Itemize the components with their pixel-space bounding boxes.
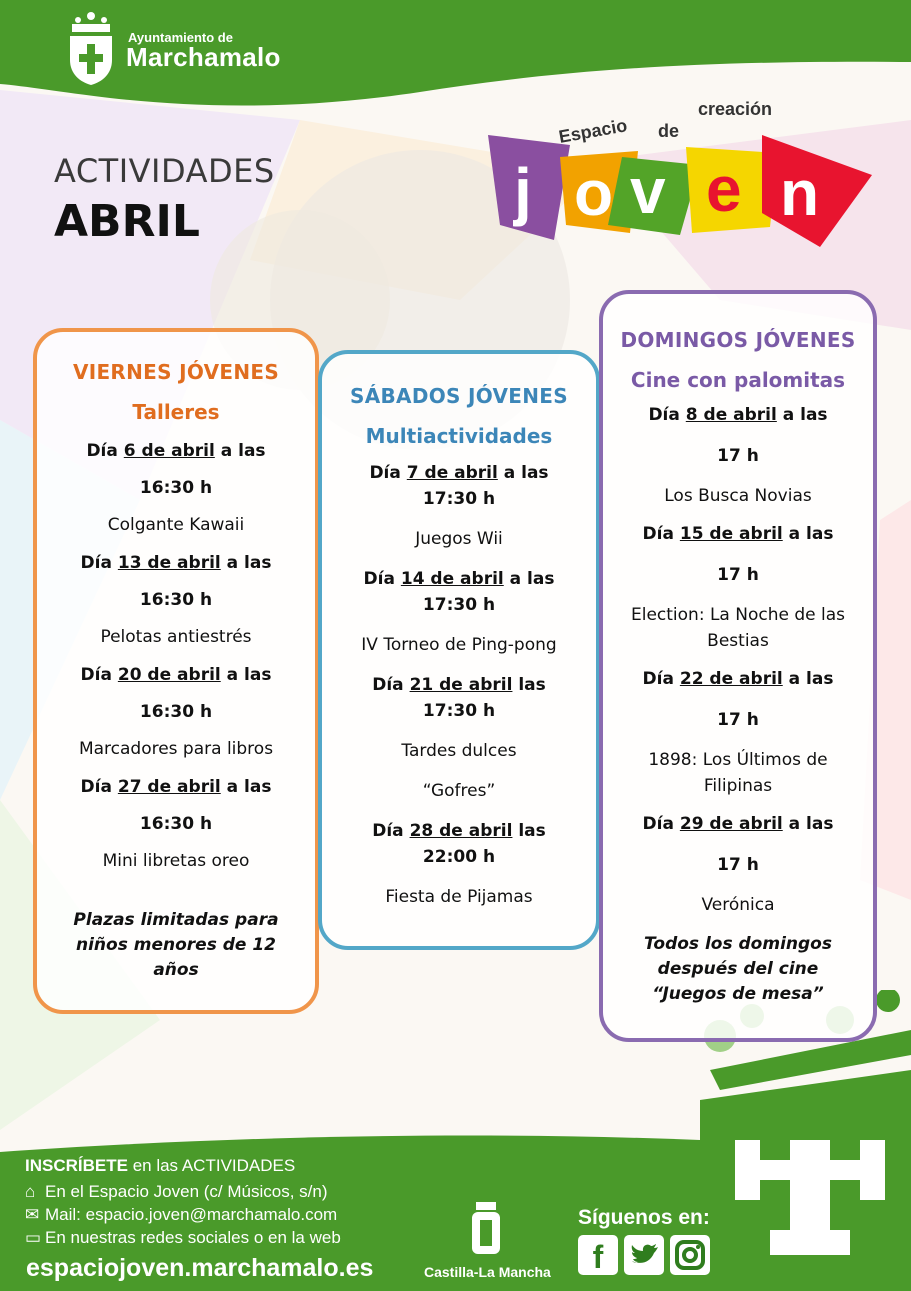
entry-date-suffix: a las xyxy=(782,814,834,834)
brand-letter-j: j xyxy=(514,155,532,227)
entry-date: 13 de abril xyxy=(117,553,221,573)
entry-date-line xyxy=(37,438,315,464)
entry-day-prefix: Día xyxy=(648,405,686,425)
town-shield-icon xyxy=(66,10,116,86)
brand-letter-o: o xyxy=(574,157,614,229)
entry-date: 14 de abril xyxy=(400,569,504,589)
entry-activity: Election: La Noche de las Bestias xyxy=(630,605,845,651)
viernes-note: Plazas limitadas para niños menores de 12 años xyxy=(73,910,279,980)
entry-date-line xyxy=(322,672,596,698)
entry-day-prefix: Día xyxy=(642,669,680,689)
mail-icon: ✉ xyxy=(25,1205,40,1224)
entry-date-suffix: a las xyxy=(776,405,828,425)
viernes-entry xyxy=(37,438,315,538)
entry-activity: Marcadores para libros xyxy=(78,739,274,759)
brand-letter-e: e xyxy=(706,153,742,225)
entry-day-prefix: Día xyxy=(86,441,124,461)
entry-date-line xyxy=(37,774,315,800)
entry-time: 22:00 h xyxy=(422,847,496,867)
entry-activity: Pelotas antiestrés xyxy=(100,627,252,647)
sabados-title: SÁBADOS JÓVENES xyxy=(350,384,568,408)
card-sabados xyxy=(318,350,600,950)
entry-date: 22 de abril xyxy=(679,669,783,689)
entry-date-line xyxy=(37,550,315,576)
page-title-month: ABRIL xyxy=(54,196,200,247)
viernes-entry xyxy=(37,774,315,874)
entry-date-line xyxy=(322,818,596,844)
brand-word-creacion: creación xyxy=(698,99,773,119)
entry-date-suffix: a las xyxy=(220,777,272,797)
facebook-icon[interactable]: f xyxy=(578,1235,618,1275)
card-domingos xyxy=(599,290,877,1042)
entry-time: 16:30 h xyxy=(139,814,213,834)
entry-time: 17:30 h xyxy=(422,595,496,615)
domingos-entry xyxy=(603,666,873,799)
entry-activity-extra: “Gofres” xyxy=(422,781,496,801)
brand-letter-v: v xyxy=(630,155,666,227)
entry-time: 16:30 h xyxy=(139,702,213,722)
entry-date-suffix: las xyxy=(512,675,546,695)
footer-heading-rest: en las ACTIVIDADES xyxy=(127,1156,296,1175)
domingos-note-games: “Juegos de mesa” xyxy=(652,984,824,1004)
domingos-subtitle: Cine con palomitas xyxy=(630,368,846,392)
viernes-list xyxy=(37,438,315,874)
footer-heading xyxy=(25,1156,295,1176)
entry-date-line xyxy=(37,662,315,688)
region-label: Castilla-La Mancha xyxy=(424,1264,551,1280)
sabados-entry xyxy=(322,566,596,658)
website-link[interactable]: espaciojoven.marchamalo.es xyxy=(26,1254,374,1282)
entry-date-line xyxy=(603,811,873,837)
viernes-entry xyxy=(37,550,315,650)
sabados-entry xyxy=(322,460,596,552)
entry-activity: Fiesta de Pijamas xyxy=(385,887,533,907)
domingos-title: DOMINGOS JÓVENES xyxy=(620,328,856,352)
domingos-entry xyxy=(603,521,873,654)
entry-activity: Colgante Kawaii xyxy=(107,515,245,535)
follow-label: Síguenos en: xyxy=(578,1206,710,1229)
entry-activity: Juegos Wii xyxy=(415,529,503,549)
entry-day-prefix: Día xyxy=(80,665,118,685)
entry-time: 16:30 h xyxy=(139,478,213,498)
entry-date-suffix: a las xyxy=(214,441,266,461)
logo-town-name: Marchamalo xyxy=(126,42,281,72)
footer-address-line xyxy=(25,1182,328,1202)
domingos-entry xyxy=(603,811,873,918)
entry-activity: Mini libretas oreo xyxy=(102,851,250,871)
entry-day-prefix: Día xyxy=(80,777,118,797)
footer-mail[interactable]: Mail: espacio.joven@marchamalo.com xyxy=(45,1205,338,1224)
entry-date-line xyxy=(603,402,873,428)
entry-date-line xyxy=(322,460,596,486)
espacio-joven-logo xyxy=(480,95,880,255)
castilla-la-mancha-crest-icon xyxy=(466,1200,506,1258)
entry-date: 21 de abril xyxy=(409,675,513,695)
footer-web-text: En nuestras redes sociales o en la web xyxy=(45,1228,341,1247)
viernes-subtitle: Talleres xyxy=(132,400,220,424)
entry-date: 29 de abril xyxy=(679,814,783,834)
entry-time: 17:30 h xyxy=(422,489,496,509)
entry-date-suffix: a las xyxy=(497,463,549,483)
entry-time: 16:30 h xyxy=(139,590,213,610)
viernes-entry xyxy=(37,662,315,762)
entry-date-suffix: a las xyxy=(220,665,272,685)
decor-dot xyxy=(876,990,900,1012)
entry-day-prefix: Día xyxy=(372,675,410,695)
entry-date: 8 de abril xyxy=(685,405,777,425)
footer-heading-bold: INSCRÍBETE xyxy=(25,1156,128,1175)
entry-time: 17 h xyxy=(717,565,759,585)
logo-small-text: Ayuntamiento de xyxy=(128,30,233,45)
domingos-note: Todos los domingos después del cine xyxy=(644,934,832,979)
sabados-list xyxy=(322,460,596,910)
home-icon: ⌂ xyxy=(25,1182,36,1201)
domingos-entry xyxy=(603,402,873,509)
entry-date-line xyxy=(603,521,873,547)
twitter-icon[interactable] xyxy=(624,1235,664,1275)
entry-date: 7 de abril xyxy=(406,463,498,483)
sabados-entry xyxy=(322,818,596,910)
entry-activity: Tardes dulces xyxy=(401,741,517,761)
sabados-entry xyxy=(322,672,596,804)
entry-day-prefix: Día xyxy=(369,463,407,483)
entry-time: 17 h xyxy=(717,855,759,875)
entry-time: 17:30 h xyxy=(422,701,496,721)
brand-letter-n: n xyxy=(780,157,820,229)
brand-word-espacio: Espacio xyxy=(557,115,629,147)
entry-day-prefix: Día xyxy=(363,569,401,589)
page-title-activities: ACTIVIDADES xyxy=(54,152,275,190)
card-viernes xyxy=(33,328,319,1014)
entry-date: 28 de abril xyxy=(409,821,513,841)
entry-day-prefix: Día xyxy=(372,821,410,841)
entry-time: 17 h xyxy=(717,446,759,466)
entry-date-suffix: a las xyxy=(782,669,834,689)
entry-time: 17 h xyxy=(717,710,759,730)
domingos-list xyxy=(603,402,873,918)
entry-date-line xyxy=(603,666,873,692)
entry-date-suffix: las xyxy=(512,821,546,841)
entry-activity: 1898: Los Últimos de Filipinas xyxy=(648,750,828,796)
entry-date: 15 de abril xyxy=(679,524,783,544)
entry-date-suffix: a las xyxy=(220,553,272,573)
entry-date-suffix: a las xyxy=(782,524,834,544)
entry-activity: Verónica xyxy=(701,895,775,915)
entry-date-line xyxy=(322,566,596,592)
sabados-subtitle: Multiactividades xyxy=(365,424,553,448)
entry-date: 20 de abril xyxy=(117,665,221,685)
footer-mail-line xyxy=(25,1205,337,1225)
brand-word-de: de xyxy=(658,121,680,141)
entry-activity: Los Busca Novias xyxy=(664,486,812,506)
footer-web-line xyxy=(25,1228,341,1248)
entry-day-prefix: Día xyxy=(642,814,680,834)
entry-date: 27 de abril xyxy=(117,777,221,797)
entry-date-suffix: a las xyxy=(503,569,555,589)
entry-day-prefix: Día xyxy=(642,524,680,544)
viernes-title: VIERNES JÓVENES xyxy=(72,360,280,384)
monitor-icon: ▭ xyxy=(25,1228,42,1247)
entry-date: 6 de abril xyxy=(123,441,215,461)
footer-address: En el Espacio Joven (c/ Músicos, s/n) xyxy=(45,1182,328,1201)
instagram-icon[interactable] xyxy=(670,1235,710,1275)
entry-day-prefix: Día xyxy=(80,553,118,573)
entry-activity: IV Torneo de Ping-pong xyxy=(361,635,557,655)
